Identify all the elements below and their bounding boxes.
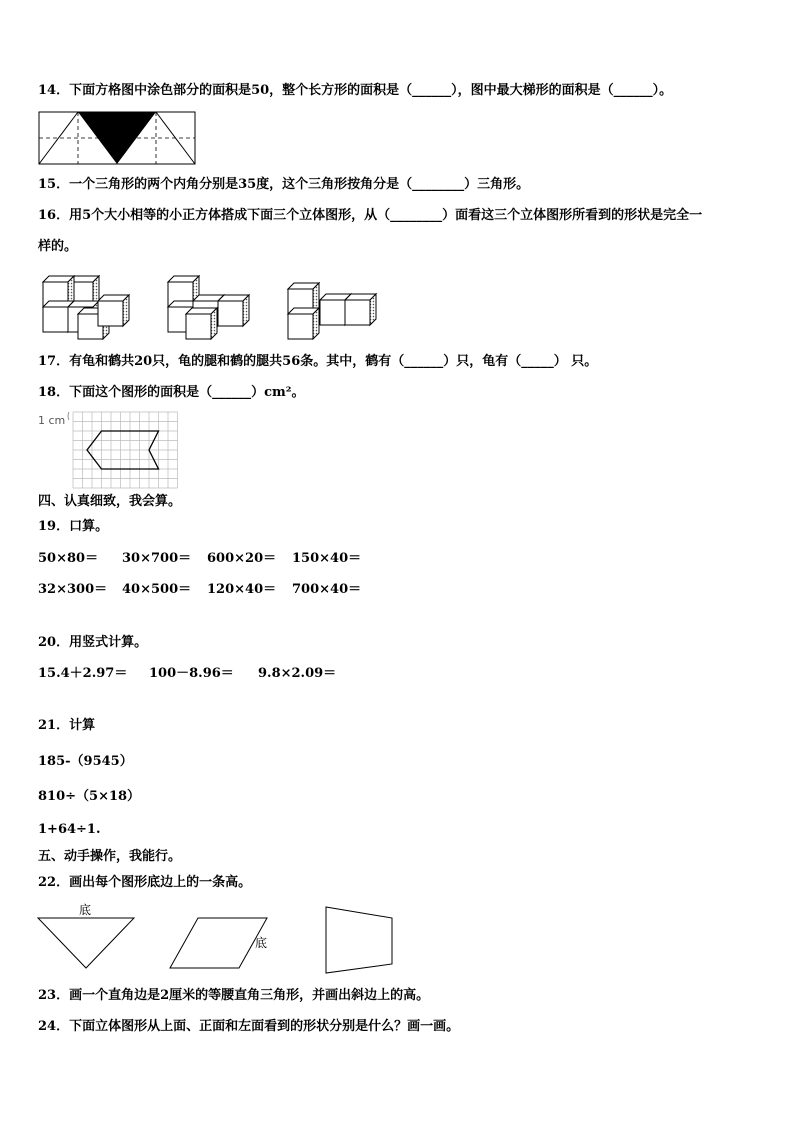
q20-item-3: 9.8×2.09＝ xyxy=(258,666,337,681)
question-18: 18．下面这个图形的面积是（______）cm²。 xyxy=(38,385,305,400)
inverted-triangle xyxy=(38,918,134,968)
question-19: 19．口算。 xyxy=(38,519,109,534)
question-17: 17．有龟和鹤共20只，龟的腿和鹤的腿共56条。其中，鹤有（______）只，龟有（_____） 只。 xyxy=(38,354,598,369)
base-label-2: 底 xyxy=(255,936,268,950)
q22-shapes xyxy=(36,900,398,978)
question-14: 14．下面方格图中涂色部分的面积是50，整个长方形的面积是（______），图中最大梯形的面积是（______）。 xyxy=(38,83,673,98)
section-4-title: 四、认真细致，我会算。 xyxy=(38,494,182,509)
question-24: 24．下面立体图形从上面、正面和左面看到的形状分别是什么？画一画。 xyxy=(38,1019,460,1034)
q19-item-1: 50×80＝ xyxy=(38,551,99,566)
q20-item-2: 100－8.96＝ xyxy=(149,666,234,681)
q18-grid-figure xyxy=(66,410,180,490)
q19-item-5: 32×300＝ xyxy=(38,582,108,597)
q19-item-4: 150×40＝ xyxy=(292,551,362,566)
q19-item-6: 40×500＝ xyxy=(122,582,192,597)
question-23: 23．画一个直角边是2厘米的等腰直角三角形，并画出斜边上的高。 xyxy=(38,988,430,1003)
base-label-1: 底 xyxy=(79,903,92,917)
question-16-line-1: 16．用5个大小相等的小正方体搭成下面三个立体图形，从（________）面看这三个立体图形所看到的形状是完全一 xyxy=(38,208,703,223)
question-22: 22．画出每个图形底边上的一条高。 xyxy=(38,875,252,890)
cube-figure-3 xyxy=(288,283,376,339)
question-20: 20．用竖式计算。 xyxy=(38,635,148,650)
q16-cube-figures xyxy=(38,268,388,340)
q21-item-1: 185-（9545） xyxy=(38,754,133,769)
cube-figure-2 xyxy=(168,276,249,339)
q19-item-2: 30×700＝ xyxy=(122,551,192,566)
question-21: 21．计算 xyxy=(38,718,96,733)
q14-grid-figure xyxy=(38,111,196,165)
question-16-line-2: 样的。 xyxy=(38,239,78,254)
q20-item-1: 15.4＋2.97＝ xyxy=(38,666,128,681)
q19-item-8: 700×40＝ xyxy=(292,582,362,597)
section-5-title: 五、动手操作，我能行。 xyxy=(38,849,182,864)
q19-item-3: 600×20＝ xyxy=(207,551,277,566)
unit-label: 1 cm xyxy=(38,414,66,427)
question-15: 15．一个三角形的两个内角分别是35度，这个三角形按角分是（________）三角形。 xyxy=(38,177,530,192)
q21-item-3: 1+64÷1. xyxy=(38,822,101,837)
q21-item-2: 810÷（5×18） xyxy=(38,789,141,804)
parallelogram xyxy=(170,918,267,968)
q19-item-7: 120×40＝ xyxy=(207,582,277,597)
cube-figure-1 xyxy=(43,276,129,339)
quadrilateral xyxy=(326,907,392,973)
